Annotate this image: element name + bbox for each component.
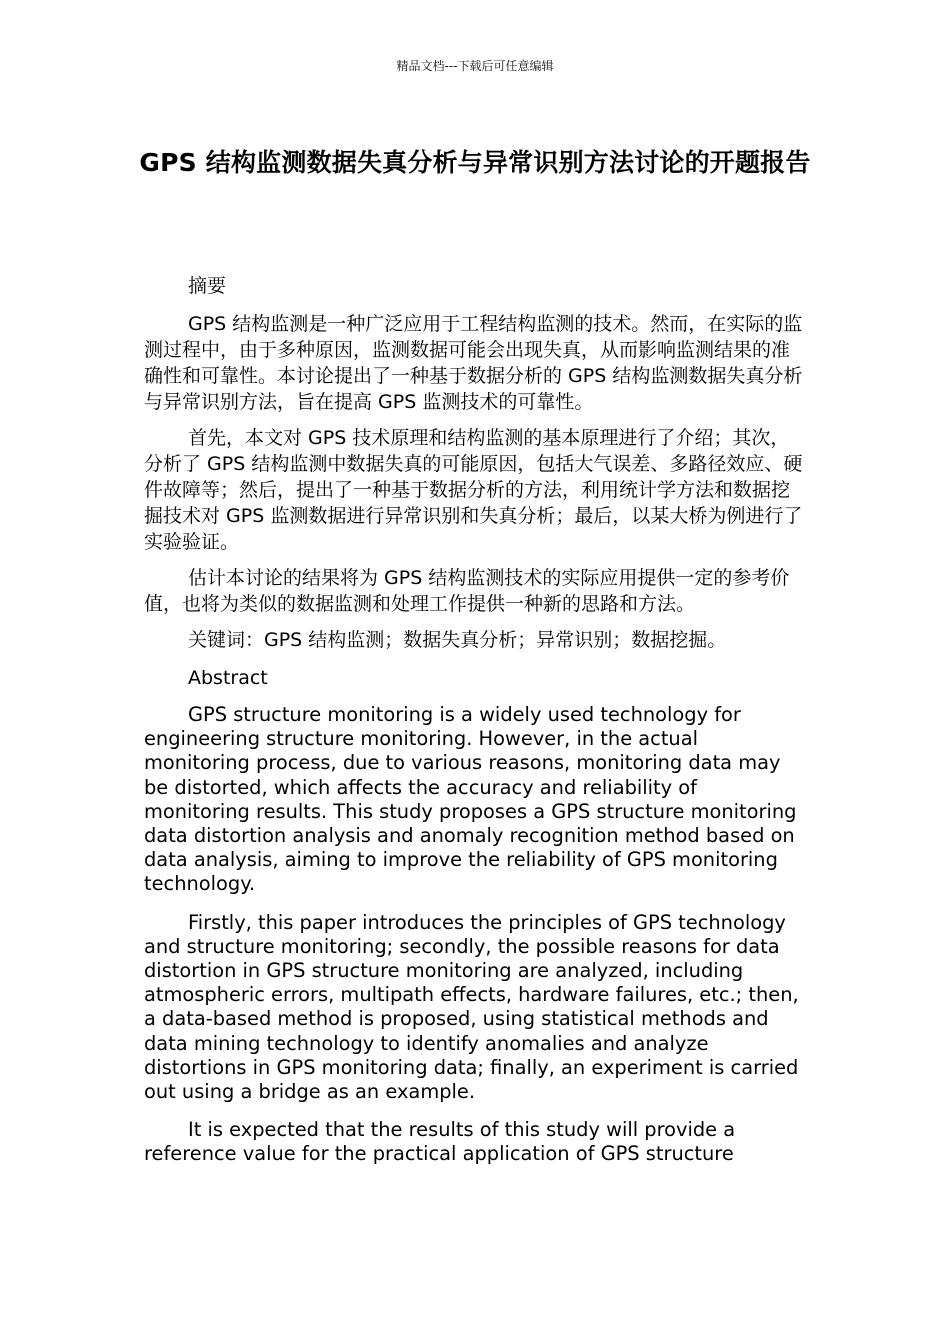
abstract-en-paragraph: Firstly, this paper introduces the principles of GPS technology and structure monitoring; secondly, the possible reasons for data distortion in GPS structure monitoring are analyzed, including atmospheric errors, multipath effects, hardware failures, etc.; then, a data-based method is proposed, using statistical methods and data mining technology to identify anomalies and analyze distortions in GPS monitoring data; finally, an experiment is carried out using a bridge as an example.	[144, 910, 799, 1104]
abstract-cn-paragraph: GPS 结构监测是一种广泛应用于工程结构监测的技术。然而，在实际的监测过程中，由于多种原因，监测数据可能会出现失真，从而影响监测结果的准确性和可靠性。本讨论提出了一种基于数据分析的 GPS 结构监测数据失真分析与异常识别方法，旨在提高 GPS 监测技术的可靠性。	[144, 313, 803, 413]
header-note: 精品文档---下载后可任意编辑	[396, 59, 554, 73]
abstract-en-paragraph: It is expected that the results of this study will provide a reference value for the practical application of GPS structure	[144, 1118, 736, 1166]
abstract-en-heading: Abstract	[188, 667, 268, 689]
keywords-line: 关键词：GPS 结构监测；数据失真分析；异常识别；数据挖掘。	[188, 629, 727, 651]
abstract-cn-paragraph: 估计本讨论的结果将为 GPS 结构监测技术的实际应用提供一定的参考价值，也将为类似的数据监测和处理工作提供一种新的思路和方法。	[144, 567, 790, 615]
abstract-cn-paragraph: 首先，本文对 GPS 技术原理和结构监测的基本原理进行了介绍；其次，分析了 GPS 结构监测中数据失真的可能原因，包括大气误差、多路径效应、硬件故障等；然后，提出了一种基于数据分析的方法，利用统计学方法和数据挖掘技术对 GPS 监测数据进行异常识别和失真分析；最后，以某大桥为例进行了实验验证。	[144, 427, 803, 553]
abstract-cn-heading: 摘要	[188, 275, 227, 297]
abstract-en-paragraph: GPS structure monitoring is a widely used technology for engineering structure monitoring. However, in the actual monitoring process, due to various reasons, monitoring data may be distorted, which affects the accuracy and reliability of monitoring results. This study proposes a GPS structure monitoring data distortion analysis and anomaly recognition method based on data analysis, aiming to improve the reliability of GPS monitoring technology.	[144, 703, 797, 896]
page-title: GPS 结构监测数据失真分析与异常识别方法讨论的开题报告	[139, 148, 811, 177]
document-body	[144, 270, 808, 1181]
